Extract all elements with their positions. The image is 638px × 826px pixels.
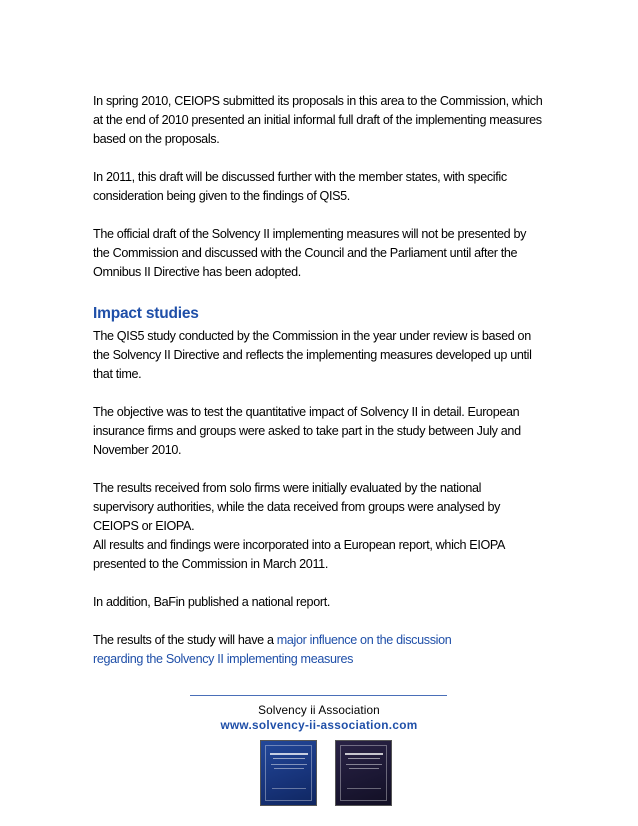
footer-website-link[interactable]: www.solvency-ii-association.com [220, 718, 418, 732]
paragraph-ceiops-proposals: In spring 2010, CEIOPS submitted its proposals in this area to the Commission, which at the end of 2010 presented an initial informal full draft of the implementing measures based on the proposals. [93, 94, 543, 146]
document-body [93, 92, 543, 669]
footer-organization: Solvency ii Association [258, 703, 380, 717]
paragraph-objective: The objective was to test the quantitative impact of Solvency II in detail. European insurance firms and groups were asked to take part in the study between July and November 2010. [93, 405, 521, 457]
closing-suffix: regarding the Solvency II implementing measures [93, 652, 354, 666]
closing-prefix: The results of the study will have a [93, 633, 277, 647]
closing-highlight: major influence on the discussion [276, 633, 452, 647]
book-cover-purple-image [335, 740, 392, 806]
paragraph-qis5-study: The QIS5 study conducted by the Commission in the year under review is based on the Solvency II Directive and reflects the implementing measures developed up until that time. [93, 329, 532, 381]
paragraph-results-evaluation: The results received from solo firms were initially evaluated by the national supervisory authorities, while the data received from groups were analysed by CEIOPS or EIOPA. [93, 481, 501, 533]
paragraph-2011-discussion: In 2011, this draft will be discussed further with the member states, with specific consideration being given to the findings of QIS5. [93, 170, 507, 203]
footer-divider [190, 695, 447, 696]
book-cover-blue-image [260, 740, 317, 806]
paragraph-bafin-report: In addition, BaFin published a national report. [93, 595, 330, 609]
section-heading-impact-studies: Impact studies [93, 305, 199, 322]
paragraph-closing [93, 631, 543, 669]
paragraph-official-draft: The official draft of the Solvency II implementing measures will not be presented by the Commission and discussed with the Council and the Parliament until after the Omnibus II Directive has been adopted. [93, 227, 527, 279]
paragraph-european-report: All results and findings were incorporated into a European report, which EIOPA presented to the Commission in March 2011. [93, 538, 505, 571]
